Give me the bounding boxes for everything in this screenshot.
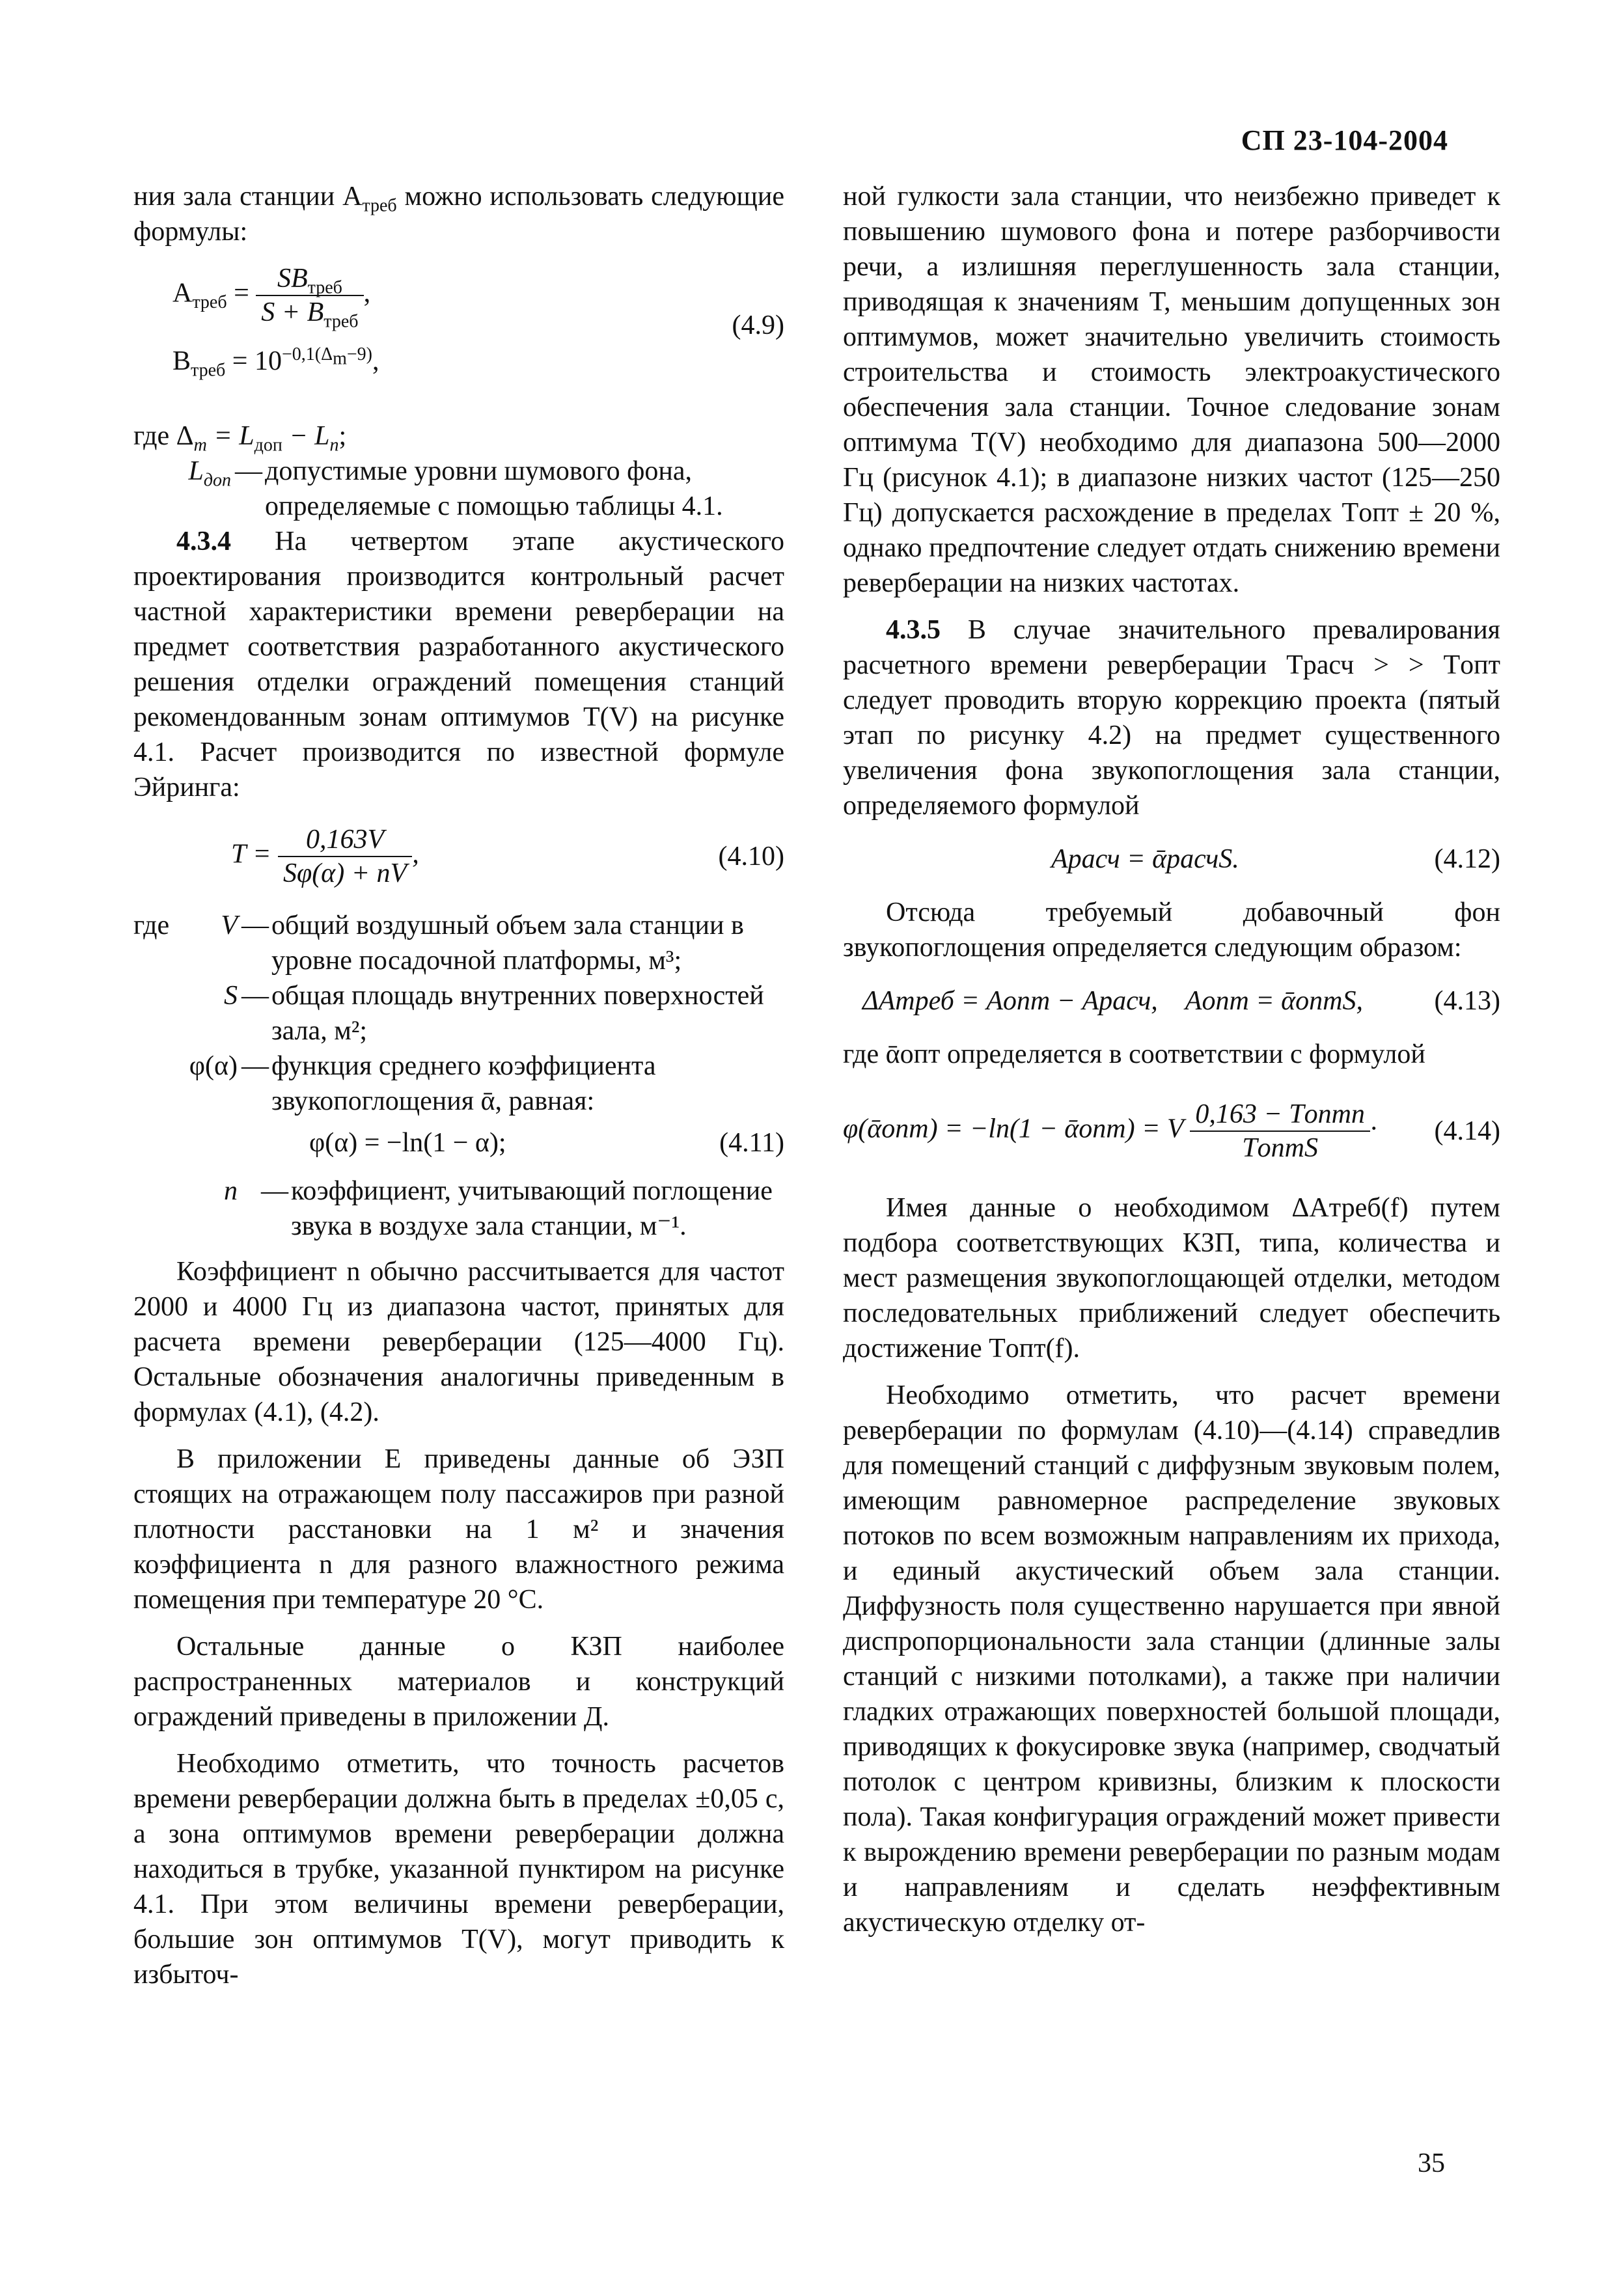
having-paragraph: Имея данные о необходимом ΔAтреб(f) путем подбора соответствующих КЗП, типа, количества и мест размещения звукопоглощающей отделки, методом последовательных приближений следует обеспечить достижение Tопт(f). xyxy=(843,1193,1500,1364)
formula-4-13: ΔAтреб = Aопт − Aрасч, Aопт = ᾱоптS, (4.13) xyxy=(843,983,1500,1019)
n-definition: n — коэффициент, учитывающий поглощение звука в воздухе зала станции, м⁻¹. xyxy=(224,1176,773,1241)
formula-4-11: φ(α) = −ln(1 − α); (4.11) xyxy=(133,1125,784,1160)
eq-number-4-12: (4.12) xyxy=(1434,844,1500,874)
page-number: 35 xyxy=(1418,2148,1445,2178)
where-delta: где $\Delta_m = L_{доп} - L_n$; xyxy=(133,421,347,456)
eq-number-4-11: (4.11) xyxy=(719,1128,784,1158)
right-column xyxy=(843,179,1500,1940)
ldop-definition: $L_{доп}$ — допустимые уровни шумового фона, определяемые с помощью таблицы 4.1. xyxy=(188,456,723,521)
eq-number-4-13: (4.13) xyxy=(1434,986,1500,1016)
eq-number-4-14: (4.14) xyxy=(1434,1116,1500,1146)
continuation-paragraph: ной гулкости зала станции, что неизбежно приведет к повышению шумового фона и потере разборчивости речи, а излишняя переглушенность зала станции, приводящая к значениям T, меньшим допущенных зон оптимумов, может значительно увеличить стоимость строительства и стоимость электроакустического обеспечения зала станции. Точное следование зонам оптимума T(V) необходимо для диапазона 500—2000 Гц (рисунок 4.1); в диапазоне низких частот (125—250 Гц) допускается расхождение в пределах Tопт ± 20 %, однако предпочтение следует отдать снижению времени реверберации на низких частотах. xyxy=(843,182,1500,598)
appendix-e-paragraph: В приложении Е приведены данные об ЭЗП стоящих на отражающем полу пассажиров при разной плотности расстановки на 1 м² и значения коэффициента n для разного влажностного режима помещения при температуре 20 °С. xyxy=(133,1444,784,1615)
eq-number-4-10: (4.10) xyxy=(718,842,784,871)
accuracy-paragraph: Необходимо отметить, что точность расчетов времени реверберации должна быть в пределах ±0,05 с, а зона оптимумов времени реверберации должна находиться в трубке, указанной пунктиром на рисунке 4.1. При этом величины времени реверберации, большие зон оптимумов T(V), могут приводить к избыточ- xyxy=(133,1749,784,1990)
note-paragraph: Необходимо отметить, что расчет времени реверберации по формулам (4.10)—(4.14) справедлив для помещений станций с диффузным звуковым полем, имеющим равномерное распределение звуковых потоков по всем возможным направлениям их прихода, и единый акустический объем зала станции. Диффузность поля существенно нарушается при явной диспропорциональности зала станции (длинные залы станций с низкими потолками), а также при наличии гладких отражающих поверхностей большой площади, приводящих к фокусировке звука (например, сводчатый потолок с центром кривизны, близким к плоскости пола). Такая конфигурация ограждений может привести к вырождению времени реверберации по разным модам и направлениям и сделать неэффективным акустическую отделку от- xyxy=(843,1380,1500,1938)
formula-4-10: T = $\frac{0,163V}{S\varphi(\alpha) + nV}$ , (4.10) xyxy=(231,825,784,888)
formula-4-12: Aрасч = ᾱрасчS. (4.12) xyxy=(843,842,1500,877)
formula-4-14: φ(ᾱопт) = −ln(1 − ᾱопт) = V $\frac{\text{0,163 − Tоптn}}{\text{TоптS}}$ · (4.14) xyxy=(843,1099,1500,1163)
symbol-definitions: где V — общий воздушный объем зала станции в уровне посадочной платформы, м³; S — общая площадь внутренних поверхностей зала, м²; φ(α) — функция среднего коэффициента звукопоглощения ᾱ, равная: xyxy=(133,911,764,1116)
left-column xyxy=(133,179,784,1992)
document-code: СП 23-104-2004 xyxy=(1241,124,1448,156)
intro-paragraph: ния зала станции $А_{треб}$ можно использовать следующие формулы: xyxy=(133,182,784,247)
rest-data-paragraph: Остальные данные о КЗП наиболее распространенных материалов и конструкций ограждений приведены в приложении Д. xyxy=(133,1632,784,1732)
section-4-3-4: 4.3.4 На четвертом этапе акустического проектирования производится контрольный расчет частной характеристики времени реверберации на предмет соответствия разработанного акустического решения отделки ограждений помещения станций рекомендованным зонам оптимумов T(V) на рисунке 4.1. Расчет производится по известной формуле Эйринга: xyxy=(133,527,784,802)
formula-4-9: $А_{треб}$ = $\frac{SВ_{треб}}{S + В_{треб}}$ , $В_{треб} = 10^{-0,1(\Delta_m-9)}$, (4.9) xyxy=(172,264,784,381)
from-paragraph: Отсюда требуемый добавочный фон звукопоглощения определяется следующим образом: xyxy=(843,898,1500,963)
section-4-3-5: 4.3.5 В случае значительного превалирования расчетного времени реверберации Tрасч > > Tопт следует проводить вторую коррекцию проекта (пятый этап по рисунку 4.2) на предмет существенного увеличения фона звукопоглощения зала станции, определяемого формулой xyxy=(843,615,1500,821)
where-aopt: где ᾱопт определяется в соответствии с формулой xyxy=(843,1039,1425,1069)
eq-number-4-9: (4.9) xyxy=(732,310,784,340)
coef-paragraph: Коэффициент n обычно рассчитывается для частот 2000 и 4000 Гц из диапазона частот, принятых для расчета времени реверберации (125—4000 Гц). Остальные обозначения аналогичны приведенным в формулах (4.1), (4.2). xyxy=(133,1257,784,1427)
